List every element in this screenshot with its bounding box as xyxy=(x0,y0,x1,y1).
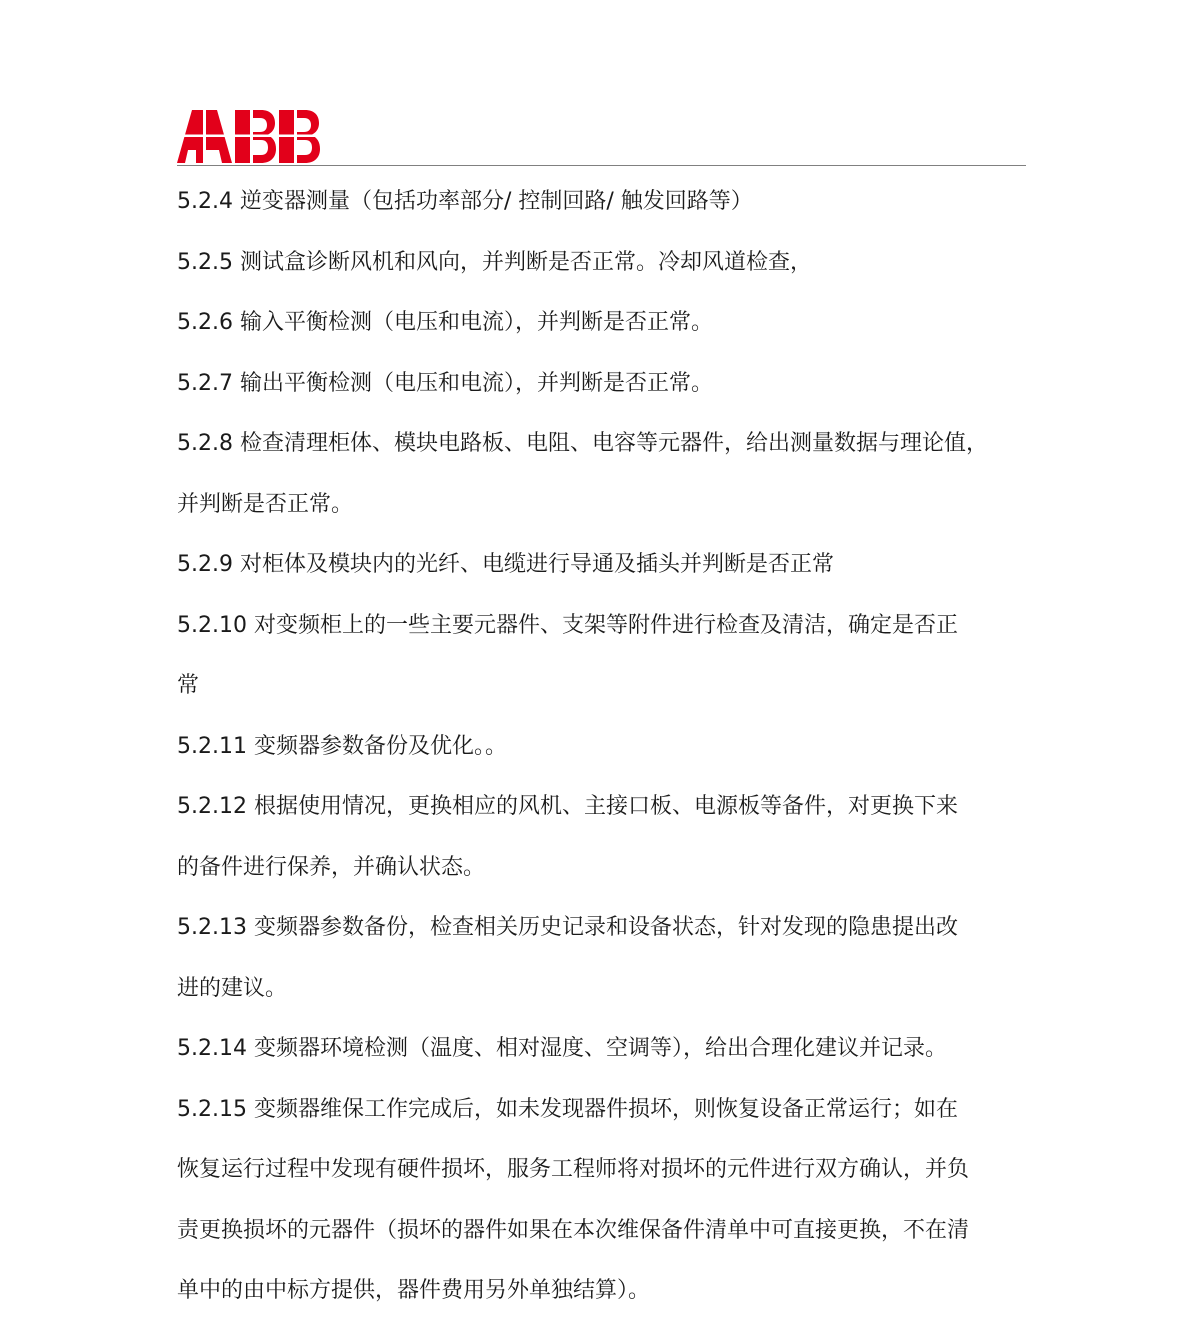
text-line-5-2-11: 5.2.11 变频器参数备份及优化。。 xyxy=(177,733,507,759)
text-line-5-2-8: 5.2.8 检查清理柜体、模块电路板、电阻、电容等元器件，给出测量数据与理论值， xyxy=(177,431,988,456)
text-line-5-2-13: 5.2.13 变频器参数备份，检查相关历史记录和设备状态，针对发现的隐患提出改 xyxy=(177,915,958,940)
text-line-5-2-6: 5.2.6 输入平衡检测（电压和电流），并判断是否正常。 xyxy=(177,310,713,335)
text-line-5-2-9: 5.2.9 对柜体及模块内的光纤、电缆进行导通及插头并判断是否正常 xyxy=(177,552,834,577)
text-line-5-2-12: 5.2.12 根据使用情况，更换相应的风机、主接口板、电源板等备件，对更换下来 xyxy=(177,794,958,819)
text-line-5-2-5: 5.2.5 测试盒诊断风机和风向，并判断是否正常。冷却风道检查， xyxy=(177,249,812,275)
text-line-5-2-15: 5.2.15 变频器维保工作完成后，如未发现器件损坏，则恢复设备正常运行；如在 xyxy=(177,1096,958,1122)
text-line-5-2-8-cont: 并判断是否正常。 xyxy=(177,491,354,517)
text-line-5-2-4: 5.2.4 逆变器测量（包括功率部分/ 控制回路/ 触发回路等） xyxy=(177,189,753,214)
text-line-5-2-7: 5.2.7 输出平衡检测（电压和电流），并判断是否正常。 xyxy=(177,370,713,396)
abb-logo-graphic xyxy=(177,110,320,163)
abb-logo xyxy=(177,110,320,163)
text-line-5-2-13-cont: 进的建议。 xyxy=(177,975,288,1001)
header-divider xyxy=(177,165,1026,166)
text-line-5-2-10-cont: 常 xyxy=(177,673,200,698)
text-line-5-2-15-cont-1: 恢复运行过程中发现有硬件损坏，服务工程师将对损坏的元件进行双方确认，并负 xyxy=(177,1157,970,1182)
text-line-5-2-15-cont-3: 单中的由中标方提供，器件费用另外单独结算）。 xyxy=(177,1278,651,1303)
text-line-5-2-14: 5.2.14 变频器环境检测（温度、相对湿度、空调等），给出合理化建议并记录。 xyxy=(177,1036,947,1061)
text-line-5-2-15-cont-2: 责更换损坏的元器件（损坏的器件如果在本次维保备件清单中可直接更换，不在清 xyxy=(177,1217,970,1243)
document-body xyxy=(177,172,1057,1322)
text-line-5-2-10: 5.2.10 对变频柜上的一些主要元器件、支架等附件进行检查及清洁，确定是否正 xyxy=(177,612,958,638)
text-line-5-2-12-cont: 的备件进行保养，并确认状态。 xyxy=(177,854,486,880)
